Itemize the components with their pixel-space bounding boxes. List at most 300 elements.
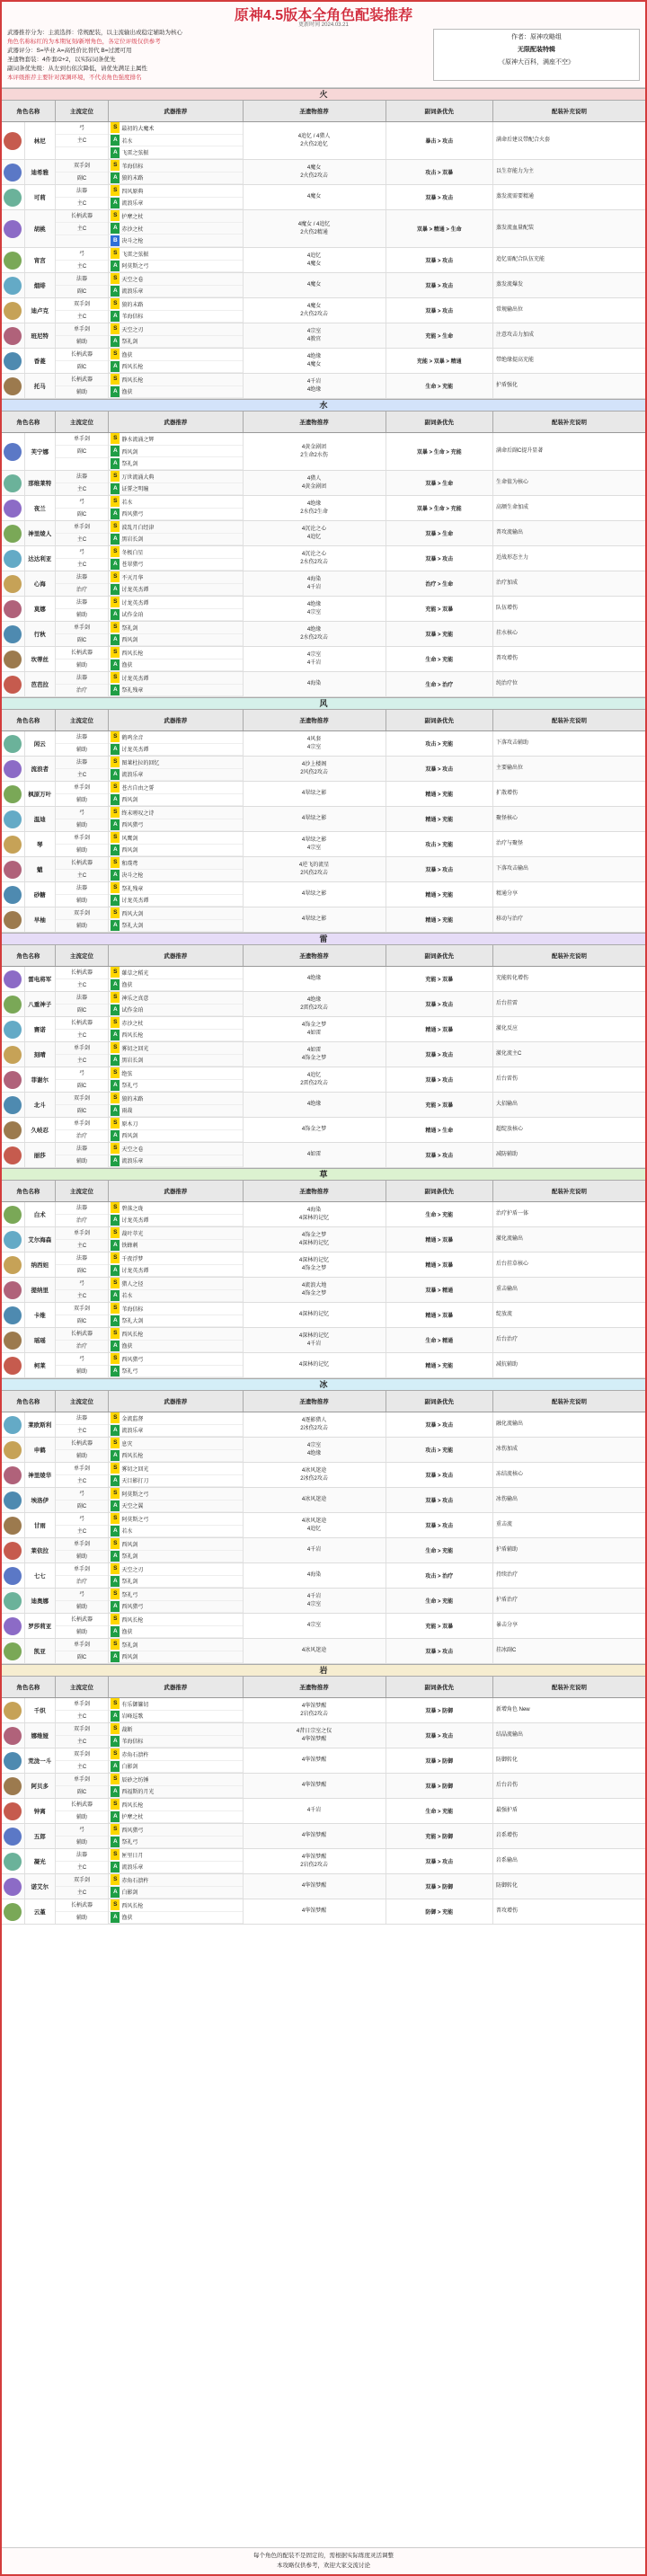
artifact-cell bbox=[244, 471, 386, 495]
position-cell bbox=[56, 521, 110, 545]
substat-cell: 充能 > 防御 bbox=[386, 1824, 493, 1848]
character-row bbox=[2, 647, 645, 672]
weapon-name: 波乱月白经津 bbox=[121, 525, 155, 531]
weapon-grade: A bbox=[111, 446, 120, 456]
weapon-name: 天空之翼 bbox=[121, 1504, 144, 1510]
position-cell bbox=[56, 471, 110, 495]
weapon-name: 鹤鸣余音 bbox=[121, 735, 144, 741]
avatar-cell bbox=[2, 521, 25, 545]
weapon-name: 流浪乐章 bbox=[121, 289, 144, 296]
artifact-set: 4追忆 bbox=[306, 534, 322, 540]
weapon-grade: A bbox=[111, 1601, 120, 1612]
character-name: 埃洛伊 bbox=[25, 1488, 56, 1512]
weapon-name: 西风剑 bbox=[121, 848, 138, 854]
weapon-name: 雾切之回光 bbox=[121, 1046, 149, 1052]
position-cell bbox=[56, 907, 110, 932]
weapon-grade: A bbox=[111, 1425, 120, 1436]
position-tag: 副C bbox=[56, 361, 109, 373]
character-name: 心海 bbox=[25, 571, 56, 596]
position-tag: 主C bbox=[56, 1862, 109, 1873]
avatar bbox=[4, 785, 22, 803]
weapon-name: 渔获 bbox=[121, 663, 133, 669]
position-tag: 副C bbox=[56, 1105, 109, 1117]
weapon-grade: A bbox=[111, 659, 120, 670]
weapon-name: 讨龙英杰谭 bbox=[121, 748, 149, 754]
artifact-cell bbox=[244, 323, 386, 348]
position-tag: 主C bbox=[56, 1240, 109, 1252]
avatar bbox=[4, 600, 22, 618]
substat-cell: 双暴 > 攻击 bbox=[386, 992, 493, 1016]
artifact-cell bbox=[244, 1488, 386, 1512]
position-cell bbox=[56, 122, 110, 159]
position-cell bbox=[56, 992, 110, 1016]
weapon-line bbox=[109, 1799, 242, 1811]
substat-cell: 精通 > 双暴 bbox=[386, 1303, 493, 1327]
weapon-name: 雨裁 bbox=[121, 1109, 133, 1115]
position-tag: 单手剑 bbox=[56, 1118, 109, 1130]
character-name: 雷电将军 bbox=[25, 967, 56, 991]
artifact-cell bbox=[244, 1143, 386, 1167]
position-tag: 双手剑 bbox=[56, 298, 109, 311]
avatar-cell bbox=[2, 1563, 25, 1588]
artifact-cell bbox=[244, 1698, 386, 1722]
character-name: 提纳里 bbox=[25, 1278, 56, 1302]
character-row bbox=[2, 882, 645, 907]
position-tag: 单手剑 bbox=[56, 622, 109, 634]
position-cell bbox=[56, 1412, 110, 1437]
substat-cell: 双暴 > 攻击 bbox=[386, 1723, 493, 1748]
weapon-name: 讨龙英杰谭 bbox=[121, 899, 149, 905]
artifact-set: 4海染 bbox=[306, 681, 322, 686]
avatar-cell bbox=[2, 1042, 25, 1067]
weapon-cell bbox=[109, 647, 243, 671]
position-tag: 辅助 bbox=[56, 1837, 109, 1848]
position-cell bbox=[56, 1874, 110, 1899]
position-tag: 单手剑 bbox=[56, 521, 109, 534]
character-row bbox=[2, 1874, 645, 1899]
substat-cell: 双暴 > 精通 > 生命 bbox=[386, 210, 493, 247]
position-cell bbox=[56, 1067, 110, 1092]
weapon-grade: A bbox=[111, 920, 120, 931]
character-name: 烟绯 bbox=[25, 273, 56, 297]
weapon-line bbox=[109, 882, 242, 895]
weapon-name: 若水 bbox=[121, 1529, 133, 1536]
substat-cell: 双暴 > 攻击 bbox=[386, 546, 493, 571]
weapon-grade: S bbox=[111, 1253, 120, 1263]
character-name: 瑶瑶 bbox=[25, 1328, 56, 1352]
artifact-set: 4绝缘 bbox=[306, 500, 322, 507]
weapon-name: 西风长枪 bbox=[121, 651, 144, 657]
substat-cell: 精通 > 充能 bbox=[386, 1353, 493, 1377]
position-tag: 辅助 bbox=[56, 1626, 109, 1638]
artifact-set: 4海染 bbox=[306, 1572, 322, 1578]
position-cell bbox=[56, 1143, 110, 1167]
position-tag: 单手剑 bbox=[56, 1227, 109, 1240]
avatar bbox=[4, 164, 22, 181]
character-name: 莱欧斯利 bbox=[25, 1412, 56, 1437]
weapon-name: 西风剑 bbox=[121, 798, 138, 804]
artifact-set: 4深林的记忆 bbox=[298, 1215, 330, 1221]
weapon-name: 决斗之枪 bbox=[121, 239, 144, 245]
weapon-name: 万世流涌大典 bbox=[121, 474, 155, 481]
weapon-line bbox=[109, 1303, 242, 1315]
weapon-name: 若水 bbox=[121, 138, 133, 145]
weapon-line bbox=[109, 1513, 242, 1526]
character-row bbox=[2, 1563, 645, 1589]
artifact-cell bbox=[244, 160, 386, 184]
weapon-line bbox=[109, 1837, 242, 1849]
position-tag: 辅助 bbox=[56, 1450, 109, 1462]
weapon-name: 渔获 bbox=[121, 390, 133, 396]
weapon-line bbox=[109, 597, 242, 609]
weapon-name: 苇海信标 bbox=[121, 1306, 144, 1313]
character-row bbox=[2, 185, 645, 210]
weapon-grade: A bbox=[111, 223, 120, 234]
tip-cell: 充能转化增伤 bbox=[495, 976, 528, 981]
artifact-set: 4深林的记忆 bbox=[298, 1362, 330, 1368]
artifact-set: 4华馆梦醒 bbox=[301, 1757, 327, 1763]
weapon-grade: A bbox=[111, 634, 120, 645]
avatar-cell bbox=[2, 471, 25, 495]
avatar-cell bbox=[2, 992, 25, 1016]
weapon-line bbox=[109, 979, 242, 992]
weapon-line bbox=[109, 135, 242, 147]
avatar-cell bbox=[2, 757, 25, 781]
substat-cell: 双暴 > 生命 > 充能 bbox=[386, 496, 493, 520]
column-header-pos: 主流定位 bbox=[56, 412, 110, 432]
avatar bbox=[4, 1642, 22, 1660]
position-tag: 单手剑 bbox=[56, 1563, 109, 1576]
avatar-cell bbox=[2, 1488, 25, 1512]
element-section-5 bbox=[2, 1378, 645, 1664]
weapon-grade: A bbox=[111, 609, 120, 620]
weapon-cell bbox=[109, 1774, 243, 1798]
character-name: 琴 bbox=[25, 832, 56, 856]
character-name: 枫原万叶 bbox=[25, 782, 56, 806]
position-tag: 辅助 bbox=[56, 1601, 109, 1613]
weapon-name: 若水 bbox=[121, 500, 133, 506]
artifact-set: 4深林的记忆 bbox=[298, 1240, 330, 1246]
avatar-cell bbox=[2, 323, 25, 348]
position-tag: 副C bbox=[56, 1651, 109, 1663]
avatar bbox=[4, 1567, 22, 1585]
weapon-grade: A bbox=[111, 1450, 120, 1461]
position-cell bbox=[56, 1799, 110, 1823]
character-row bbox=[2, 1227, 645, 1253]
avatar bbox=[4, 1096, 22, 1114]
section-header: 岩 bbox=[2, 1665, 645, 1677]
avatar-cell bbox=[2, 1463, 25, 1487]
column-header-set: 圣遗物推荐 bbox=[244, 1181, 386, 1201]
weapon-name: 祭礼弓 bbox=[121, 1084, 138, 1090]
column-header-wpn: 武器推荐 bbox=[109, 710, 243, 730]
position-tag: 弓 bbox=[56, 1589, 109, 1601]
position-tag: 主C bbox=[56, 1711, 109, 1722]
weapon-cell bbox=[109, 1698, 243, 1722]
position-tag: 副C bbox=[56, 446, 109, 458]
character-rows bbox=[2, 122, 645, 399]
column-header-tip: 配装补充说明 bbox=[551, 1685, 587, 1691]
weapon-grade: A bbox=[111, 147, 120, 158]
weapon-grade: S bbox=[111, 571, 120, 582]
character-row bbox=[2, 1438, 645, 1463]
character-row bbox=[2, 1278, 645, 1303]
position-cell bbox=[56, 807, 110, 831]
avatar-cell bbox=[2, 1639, 25, 1663]
position-tag: 辅助 bbox=[56, 1811, 109, 1823]
artifact-set: 4逐影猎人 bbox=[301, 1417, 327, 1423]
position-cell bbox=[56, 546, 110, 571]
weapon-name: 流浪乐章 bbox=[121, 1159, 144, 1165]
weapon-line bbox=[109, 647, 242, 659]
avatar bbox=[4, 252, 22, 270]
position-cell bbox=[56, 1723, 110, 1748]
weapon-name: 流浪乐章 bbox=[121, 1429, 144, 1435]
tip-cell: 最强护盾 bbox=[495, 1808, 518, 1813]
tip-cell: 激化流输出 bbox=[495, 1236, 523, 1242]
substat-cell: 生命 > 充能 bbox=[386, 374, 493, 398]
character-row bbox=[2, 1899, 645, 1925]
weapon-line bbox=[109, 731, 242, 744]
character-row bbox=[2, 122, 645, 160]
weapon-grade: A bbox=[111, 794, 120, 805]
position-cell bbox=[56, 1202, 110, 1226]
weapon-name: 渔获 bbox=[121, 1630, 133, 1636]
weapon-grade: S bbox=[111, 1093, 120, 1103]
position-tag: 单手剑 bbox=[56, 1639, 109, 1651]
character-name: 芭芭拉 bbox=[25, 672, 56, 696]
position-tag: 主C bbox=[56, 223, 109, 235]
weapon-grade: S bbox=[111, 298, 120, 309]
weapon-line bbox=[109, 1576, 242, 1589]
note-line: 武器推荐分为：主流选择：常规配装，以主流输出或稳定辅助为核心 bbox=[7, 30, 182, 36]
weapon-name: 祭礼剑 bbox=[121, 462, 138, 468]
character-row bbox=[2, 496, 645, 521]
weapon-line bbox=[109, 1450, 242, 1463]
position-cell bbox=[56, 1639, 110, 1663]
avatar bbox=[4, 1727, 22, 1745]
weapon-grade: A bbox=[111, 1315, 120, 1326]
position-tag: 辅助 bbox=[56, 659, 109, 671]
weapon-grade: A bbox=[111, 1105, 120, 1116]
artifact-set: 2风伤2攻击 bbox=[300, 769, 328, 775]
weapon-line bbox=[109, 1639, 242, 1651]
position-cell bbox=[56, 349, 110, 373]
avatar bbox=[4, 1492, 22, 1509]
weapon-name: 铁蜂刺 bbox=[121, 1244, 138, 1250]
avatar-cell bbox=[2, 622, 25, 646]
avatar bbox=[4, 132, 22, 150]
weapon-grade: A bbox=[111, 173, 120, 183]
avatar-cell bbox=[2, 210, 25, 247]
character-name: 夜兰 bbox=[25, 496, 56, 520]
position-tag: 治疗 bbox=[56, 1576, 109, 1588]
position-cell bbox=[56, 597, 110, 621]
position-cell bbox=[56, 967, 110, 991]
weapon-name: 四风原典 bbox=[121, 189, 144, 195]
element-section-1 bbox=[2, 399, 645, 697]
artifact-cell bbox=[244, 967, 386, 991]
position-cell bbox=[56, 832, 110, 856]
weapon-line bbox=[109, 1143, 242, 1155]
weapon-grade: S bbox=[111, 210, 120, 221]
artifact-cell bbox=[244, 1874, 386, 1899]
substat-cell: 双暴 > 防御 bbox=[386, 1774, 493, 1798]
position-tag: 双手剑 bbox=[56, 1723, 109, 1736]
substat-cell: 攻击 > 充能 bbox=[386, 1438, 493, 1462]
weapon-name: 静水流涌之辉 bbox=[121, 437, 155, 443]
weapon-grade: S bbox=[111, 433, 120, 444]
weapon-grade: A bbox=[111, 819, 120, 830]
position-tag: 单手剑 bbox=[56, 323, 109, 336]
weapon-line bbox=[109, 323, 242, 336]
artifact-set: 4绝缘 bbox=[306, 976, 322, 981]
avatar-cell bbox=[2, 1328, 25, 1352]
avatar bbox=[4, 1441, 22, 1459]
weapon-line bbox=[109, 1475, 242, 1488]
element-section-6 bbox=[2, 1664, 645, 1925]
position-tag: 辅助 bbox=[56, 386, 109, 398]
tip-cell: 护盾辅助 bbox=[495, 1547, 518, 1553]
weapon-grade: S bbox=[111, 1723, 120, 1734]
artifact-set: 4绝缘 bbox=[306, 601, 322, 607]
weapon-grade: A bbox=[111, 1736, 120, 1747]
avatar-cell bbox=[2, 160, 25, 184]
weapon-grade: S bbox=[111, 1799, 120, 1810]
column-header-name: 角色名称 bbox=[2, 1181, 56, 1201]
weapon-line bbox=[109, 685, 242, 697]
column-header-row bbox=[2, 1677, 645, 1698]
weapon-name: 西风大剑 bbox=[121, 911, 144, 917]
artifact-set: 2雷伤2攻击 bbox=[300, 1080, 328, 1086]
weapon-grade: S bbox=[111, 832, 120, 843]
artifact-set: 4宗室 bbox=[306, 744, 322, 750]
position-tag: 单手剑 bbox=[56, 1774, 109, 1786]
character-name: 北斗 bbox=[25, 1093, 56, 1117]
weapon-grade: S bbox=[111, 731, 120, 742]
tip-cell: 近战形态主力 bbox=[495, 555, 528, 561]
artifact-cell bbox=[244, 1353, 386, 1377]
column-header-tip: 配装补充说明 bbox=[551, 1189, 587, 1195]
weapon-grade: A bbox=[111, 311, 120, 322]
weapon-name: 赤角石溃杵 bbox=[121, 1752, 149, 1758]
avatar bbox=[4, 1206, 22, 1224]
artifact-set: 4宗室 bbox=[306, 1601, 322, 1607]
character-row bbox=[2, 967, 645, 992]
weapon-line bbox=[109, 1067, 242, 1080]
weapon-grade: S bbox=[111, 1202, 120, 1213]
weapon-cell bbox=[109, 1563, 243, 1588]
weapon-grade: S bbox=[111, 1017, 120, 1028]
weapon-grade: S bbox=[111, 967, 120, 978]
position-tag: 辅助 bbox=[56, 1912, 109, 1924]
weapon-name: 祭礼弓 bbox=[121, 1369, 138, 1376]
position-cell bbox=[56, 1538, 110, 1562]
avatar-cell bbox=[2, 1227, 25, 1252]
weapon-grade: S bbox=[111, 122, 120, 133]
tip-cell: 下落攻击辅助 bbox=[495, 740, 528, 746]
column-header-wpn: 武器推荐 bbox=[109, 1391, 243, 1412]
weapon-line bbox=[109, 471, 242, 483]
tip-cell: 后台挂草核心 bbox=[495, 1261, 528, 1267]
weapon-line bbox=[109, 992, 242, 1005]
position-tag: 主C bbox=[56, 1290, 109, 1302]
substat-cell: 生命 > 充能 bbox=[386, 647, 493, 671]
weapon-name: 祭礼剑 bbox=[121, 1554, 138, 1561]
artifact-set: 4魔女 bbox=[306, 164, 322, 171]
artifact-set: 4千岩 bbox=[306, 659, 322, 666]
character-name: 林尼 bbox=[25, 122, 56, 159]
position-cell bbox=[56, 298, 110, 323]
weapon-cell bbox=[109, 1118, 243, 1142]
weapon-cell bbox=[109, 907, 243, 932]
position-tag: 长柄武器 bbox=[56, 1438, 109, 1450]
weapon-grade: S bbox=[111, 757, 120, 767]
weapon-name: 猎人之径 bbox=[121, 1281, 144, 1288]
artifact-cell bbox=[244, 496, 386, 520]
artifact-set: 4华馆梦醒 bbox=[301, 1908, 327, 1914]
artifact-set: 4翠绿之影 bbox=[301, 816, 327, 821]
artifact-set: 4华馆梦醒 bbox=[301, 1883, 327, 1889]
weapon-cell bbox=[109, 1799, 243, 1823]
weapon-name: 裁断 bbox=[121, 1727, 133, 1733]
weapon-line bbox=[109, 895, 242, 907]
avatar-cell bbox=[2, 807, 25, 831]
character-row bbox=[2, 1353, 645, 1378]
character-row bbox=[2, 1488, 645, 1513]
column-header-row bbox=[2, 945, 645, 967]
character-row bbox=[2, 807, 645, 832]
weapon-line bbox=[109, 1253, 242, 1265]
avatar-cell bbox=[2, 1748, 25, 1773]
weapon-name: 最初的大魔术 bbox=[121, 126, 155, 132]
weapon-grade: A bbox=[111, 1887, 120, 1898]
character-rows bbox=[2, 731, 645, 933]
weapon-cell bbox=[109, 992, 243, 1016]
tip-cell: 新增角色 New bbox=[495, 1707, 530, 1713]
page-header bbox=[2, 2, 645, 88]
tip-cell: 持续治疗 bbox=[495, 1572, 518, 1578]
character-row bbox=[2, 273, 645, 298]
artifact-cell bbox=[244, 782, 386, 806]
weapon-grade: A bbox=[111, 534, 120, 544]
avatar bbox=[4, 886, 22, 904]
avatar-cell bbox=[2, 349, 25, 373]
avatar bbox=[4, 735, 22, 753]
weapon-line bbox=[109, 1824, 242, 1837]
position-cell bbox=[56, 647, 110, 671]
weapon-cell bbox=[109, 1488, 243, 1512]
tip-cell: 岩系输出 bbox=[495, 1858, 518, 1863]
character-row bbox=[2, 1328, 645, 1353]
position-tag: 主C bbox=[56, 261, 109, 272]
weapon-name: 西风猎弓 bbox=[121, 1357, 144, 1363]
character-name: 罗莎莉亚 bbox=[25, 1614, 56, 1638]
artifact-set: 4宗室 bbox=[306, 1442, 322, 1448]
substat-cell: 治疗 > 生命 bbox=[386, 571, 493, 596]
tip-cell: 以生存能力为主 bbox=[495, 169, 534, 174]
weapon-grade: A bbox=[111, 979, 120, 990]
weapon-line bbox=[109, 967, 242, 979]
tip-cell: 纯治疗位 bbox=[495, 681, 518, 686]
character-row bbox=[2, 1698, 645, 1723]
artifact-set: 2岩伤2攻击 bbox=[300, 1862, 328, 1868]
character-row bbox=[2, 1614, 645, 1639]
avatar-cell bbox=[2, 731, 25, 756]
weapon-line bbox=[109, 1315, 242, 1328]
position-cell bbox=[56, 1614, 110, 1638]
artifact-set: 4魔女 bbox=[306, 361, 322, 367]
